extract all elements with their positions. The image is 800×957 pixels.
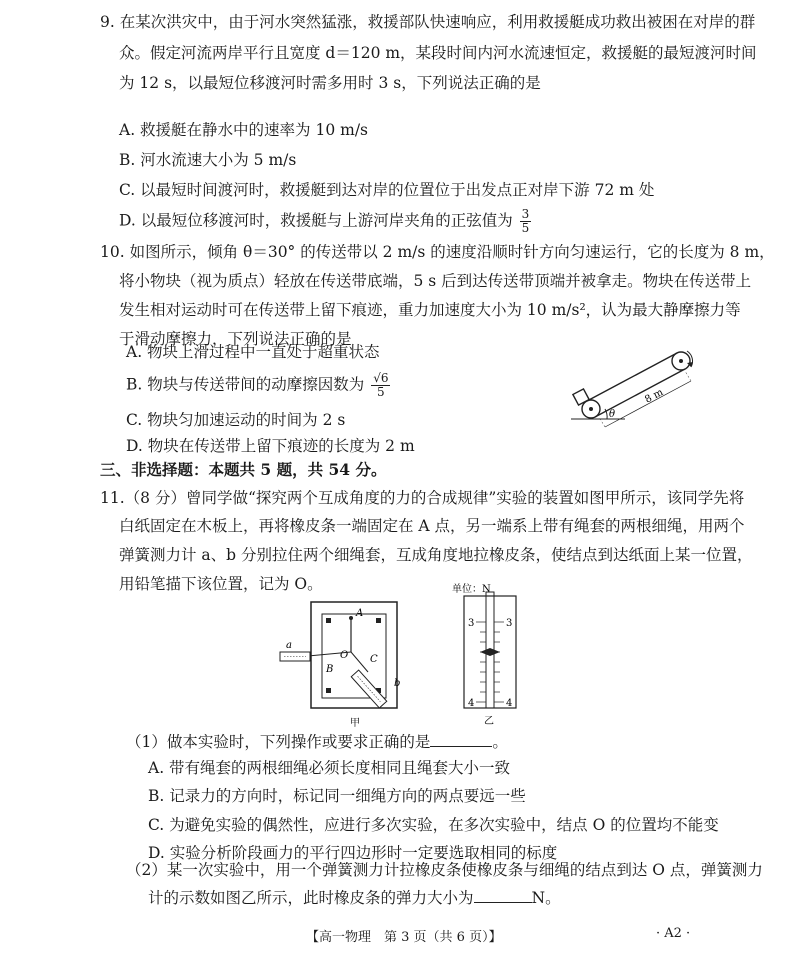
pin-icon (376, 618, 381, 623)
q11-line-3: 弹簧测力计 a、b 分别拉住两个细绳套，互成角度地拉橡皮条，使结点到达纸面上某一位置， (119, 546, 753, 564)
q11-line-2: 白纸固定在木板上，再将橡皮条一端固定在 A 点，另一端系上带有绳套的两根细绳，用两个 (119, 517, 745, 535)
q10-line-2: 将小物块（视为质点）轻放在传送带底端，5 s 后到达传送带顶端并被拿走。物块在传送带上 (119, 272, 752, 290)
q11-part-2-line-2 (148, 886, 561, 908)
length-label: 8 m (643, 387, 666, 406)
fraction-numerator: 3 (521, 207, 530, 221)
q11-line-4: 用铅笔描下该位置，记为 O。 (119, 575, 323, 593)
q9-option-d (119, 208, 531, 235)
q10-option-a: A. 物块上滑过程中一直处于超重状态 (126, 343, 380, 361)
figure-yi (446, 582, 526, 732)
q9-option-d-fraction (520, 208, 532, 235)
tick-4-right: 4 (506, 698, 513, 709)
block-icon (573, 389, 589, 405)
q9-line-1: 9. 在某次洪灾中，由于河水突然猛涨，救援部队快速响应，利用救援艇成功救出被困在对岸的群 (100, 13, 756, 31)
answer-blank-1[interactable] (430, 730, 492, 747)
q10-option-d: D. 物块在传送带上留下痕迹的长度为 2 m (126, 437, 415, 455)
section-3-title: 三、非选择题：本题共 5 题，共 54 分。 (100, 460, 387, 479)
q11-part-1 (126, 730, 508, 752)
caption-jia: 甲 (350, 718, 360, 729)
q9-line-2: 众。假定河流两岸平行且宽度 d＝120 m，某段时间内河水流速恒定，救援艇的最短渡河时间 (119, 44, 757, 62)
q10-line-1: 10. 如图所示，倾角 θ＝30° 的传送带以 2 m/s 的速度沿顺时针方向匀速运行，它的长度为 8 m， (100, 243, 775, 261)
q11-part-1-option-c: C. 为避免实验的偶然性，应进行多次实验，在多次实验中，结点 O 的位置均不能变 (148, 816, 719, 834)
q11-part-1-option-a: A. 带有绳套的两根细绳必须长度相同且绳套大小一致 (148, 759, 511, 777)
angle-label: θ (609, 409, 616, 420)
spring-scale-b-icon (351, 670, 387, 708)
tick-4-left: 4 (468, 698, 475, 709)
q10-line-4: 于滑动摩擦力，下列说法正确的是 (119, 330, 352, 348)
string-c (351, 652, 368, 672)
q11-part-2-line-1: （2）某一次实验中，用一个弹簧测力计拉橡皮条使橡皮条与细绳的结点到达 O 点，弹簧测力 (126, 861, 763, 879)
q10-option-b (126, 372, 390, 399)
pin-icon (326, 688, 331, 693)
q9-option-c: C. 以最短时间渡河时，救援艇到达对岸的位置位于出发点正对岸下游 72 m 处 (119, 181, 655, 199)
tick-3-right: 3 (506, 618, 513, 629)
q10-line-3: 发生相对运动时可在传送带上留下痕迹，重力加速度大小为 10 m/s²，认为最大静摩擦力等 (119, 301, 741, 319)
figure-jia (278, 600, 418, 730)
conveyor-belt-figure (565, 335, 700, 435)
q10-option-b-text: B. 物块与传送带间的动摩擦因数为 (126, 375, 365, 394)
q11-part-1-option-d: D. 实验分析阶段画力的平行四边形时一定要选取相同的标度 (148, 844, 558, 862)
q9-option-a: A. 救援艇在静水中的速率为 10 m/s (119, 121, 368, 139)
label-b-scale: b (394, 678, 401, 689)
tick-3-left: 3 (468, 618, 475, 629)
page-code: · A2 · (656, 926, 691, 941)
q11-part-1-end: 。 (492, 733, 508, 751)
label-a: A (356, 608, 364, 619)
caption-yi: 乙 (484, 716, 494, 727)
answer-blank-2[interactable] (474, 886, 532, 903)
q11-part-2-unit: N。 (531, 889, 561, 907)
q9-option-b: B. 河水流速大小为 5 m/s (119, 151, 297, 169)
fraction-denominator: 5 (377, 385, 385, 399)
q11-part-2-text: 计的示数如图乙所示，此时橡皮条的弹力大小为 (148, 889, 474, 907)
q11-part-1-text: （1）做本实验时，下列操作或要求正确的是 (126, 733, 431, 751)
label-a-scale: a (286, 640, 292, 651)
unit-label: 单位：N (452, 584, 491, 595)
q9-option-d-text: D. 以最短位移渡河时，救援艇与上游河岸夹角的正弦值为 (119, 211, 513, 230)
fraction-denominator: 5 (521, 221, 530, 235)
q11-line-1: 11.（8 分）曾同学做“探究两个互成角度的力的合成规律”实验的装置如图甲所示，该同学先将 (100, 489, 745, 507)
fraction-numerator: √6 (373, 371, 389, 385)
page-footer: 【高一物理 第 3 页（共 6 页）】 (306, 930, 502, 945)
label-o: O (340, 650, 349, 661)
q10-option-c: C. 物块匀加速运动的时间为 2 s (126, 411, 346, 429)
q10-option-b-fraction (371, 372, 390, 399)
label-b-point: B (326, 664, 334, 675)
pin-icon (326, 618, 331, 623)
label-c-point: C (370, 654, 378, 665)
q11-part-1-option-b: B. 记录力的方向时，标记同一细绳方向的两点要远一些 (148, 787, 526, 805)
q9-line-3: 为 12 s，以最短位移渡河时需多用时 3 s，下列说法正确的是 (119, 74, 541, 92)
